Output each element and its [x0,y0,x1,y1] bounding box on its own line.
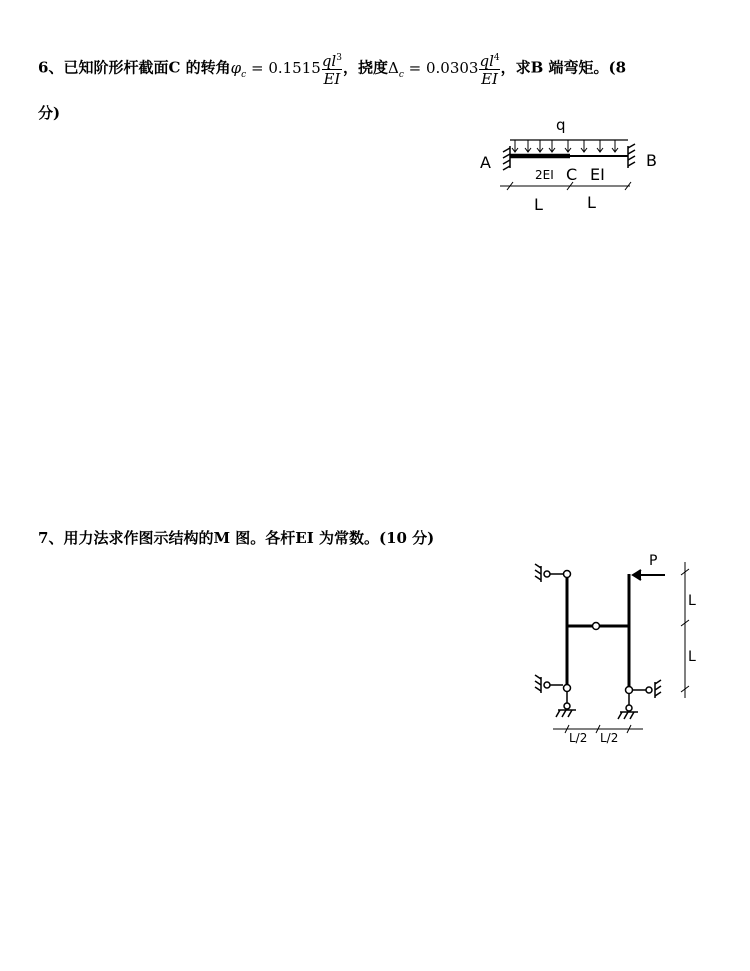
section-label: C [168,58,181,77]
rotation-fraction [322,50,342,87]
question-text: 图。各杆 [230,529,296,547]
question-text: 、已知阶形杆截面 [48,58,169,77]
segment-1-stiffness: 2EI [535,168,554,182]
question-text: ，求 [500,58,531,77]
fraction-denominator: EI [481,70,498,88]
beam-hinge [593,623,600,630]
question-text: 、用力法求作图示结构的 [48,529,214,547]
points-value: 8 [615,58,627,77]
frame-members [567,574,629,690]
phi-subscript: c [241,69,247,80]
fraction-numerator: ql [479,52,494,70]
force-label: P [649,553,658,569]
question-text: 为常数。( [313,529,387,547]
right-end-label: B [646,151,657,170]
question-number: 6 [38,58,49,77]
rotation-formula [230,52,343,88]
question-6-line-1 [38,50,626,87]
fraction-exponent: 3 [336,53,342,63]
width-1-label: L/2 [569,731,588,745]
end-label: B [530,58,544,77]
bottom-right-supports [618,680,661,719]
diagram-label: M [213,529,231,547]
fraction-exponent: 4 [493,53,500,63]
rotation-coefficient: = 0.1515 [250,58,321,77]
height-1-label: L [688,593,696,609]
height-dimension-line [681,562,689,698]
left-end-label: A [480,153,491,172]
deflection-formula [387,52,501,88]
question-6 [38,50,698,122]
question-text: ，挠度 [342,58,388,77]
question-text: 端弯矩。( [543,58,616,77]
question-text: 的转角 [180,58,231,77]
fraction-denominator: EI [323,70,341,88]
stiffness-label: EI [295,529,314,547]
deflection-coefficient: = 0.0303 [408,58,479,77]
points-suffix: 分) [406,529,435,547]
top-left-link-support [535,564,571,582]
question-7 [38,527,434,548]
fraction-numerator: ql [321,52,337,70]
points-suffix: 分) [38,104,61,122]
height-2-label: L [688,649,696,665]
delta-subscript: c [398,69,404,80]
span-1-label: L [534,195,543,214]
width-dimension-line [553,725,643,733]
deflection-fraction [479,50,499,87]
delta-symbol: Δ [387,58,399,77]
width-2-label: L/2 [600,731,619,745]
stepped-beam-figure [470,112,690,222]
bottom-left-supports [535,675,576,717]
question-6-line-2 [38,102,60,123]
left-fixed-support [503,146,510,170]
load-label: q [556,116,566,134]
phi-symbol: φ [230,58,242,77]
right-fixed-support [628,144,635,168]
segment-2-stiffness: EI [590,165,605,184]
points-value: 10 [386,529,407,547]
load-arrows [512,140,618,152]
section-c-label: C [566,165,578,184]
question-number: 7 [38,529,49,547]
h-frame-figure [525,548,705,748]
span-2-label: L [587,193,596,212]
force-arrow [633,570,665,580]
